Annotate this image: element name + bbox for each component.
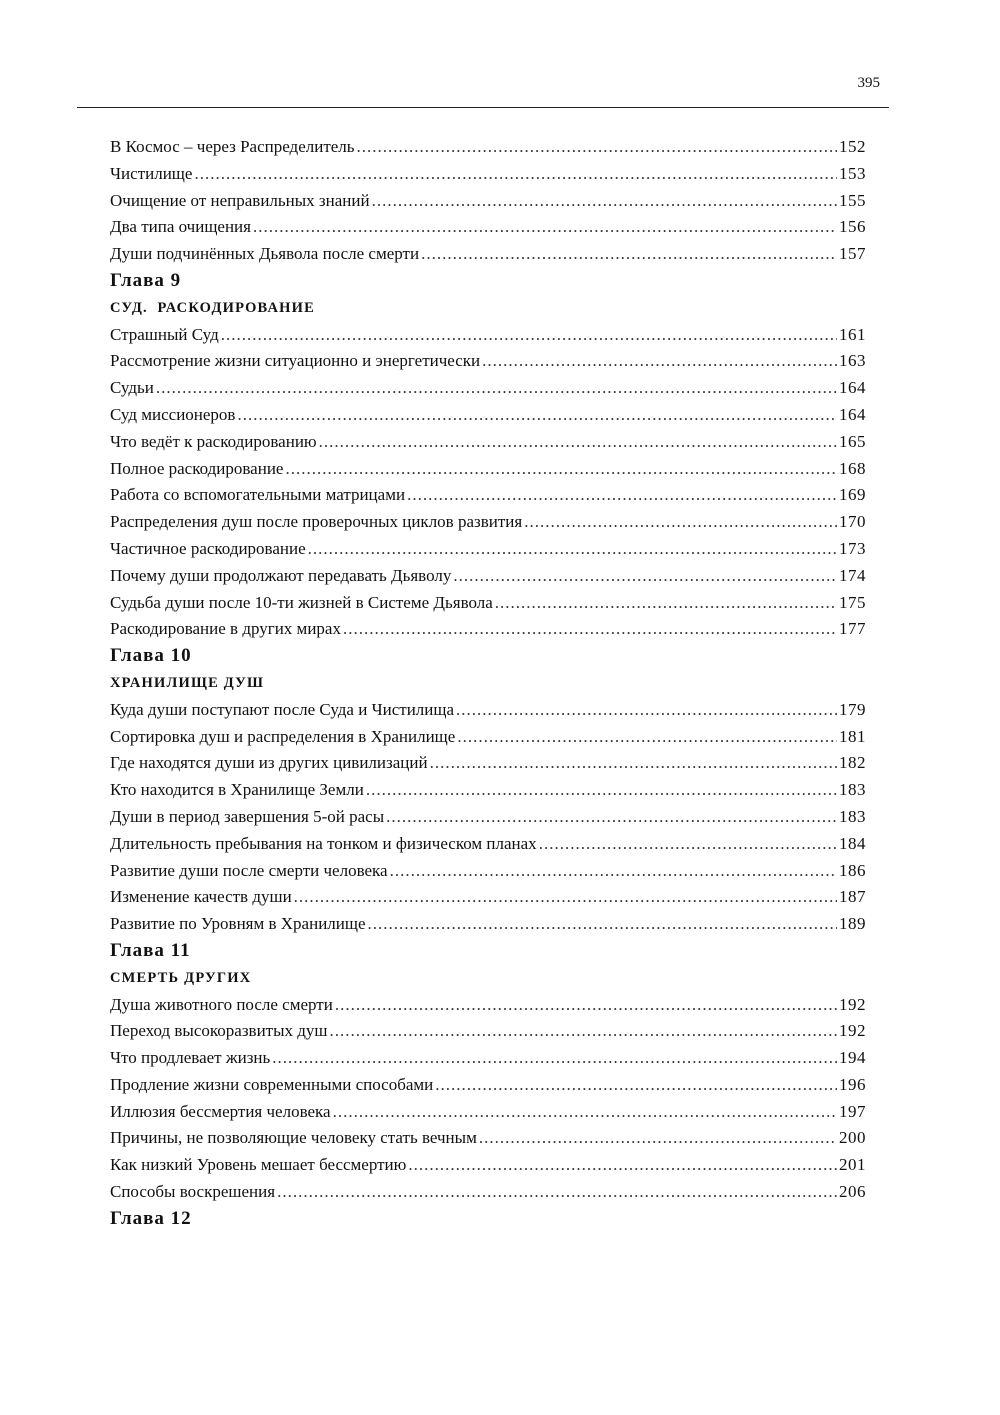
toc-entry-title: Судьи [110, 378, 154, 398]
toc-entry[interactable] [110, 1152, 866, 1179]
toc-entry-title: Чистилище [110, 163, 193, 183]
toc-entry-title: Душа животного после смерти [110, 994, 333, 1014]
toc-entry-page: 163 [839, 351, 866, 371]
toc-entry[interactable] [110, 375, 866, 402]
toc-entry-page: 152 [839, 137, 866, 156]
toc-entry[interactable] [110, 911, 866, 938]
dot-leader [221, 322, 837, 349]
toc-entry[interactable] [110, 188, 866, 215]
toc-entry-title: Суд миссионеров [110, 404, 236, 424]
toc-entry[interactable] [110, 536, 866, 563]
toc-entry-page: 182 [839, 753, 866, 773]
toc-entry-page: 189 [839, 914, 866, 934]
toc-entry[interactable] [110, 241, 866, 268]
chapter-heading: Глава 12 [110, 1207, 192, 1229]
toc-entry-title: В Космос – через Распределитель [110, 137, 355, 156]
page-number: 395 [857, 75, 880, 91]
toc-entry-title: Что продлевает жизнь [110, 1048, 271, 1068]
toc-entry-page: 170 [839, 512, 866, 532]
toc-entry-title: Страшный Суд [110, 324, 219, 344]
toc-entry-title: Развитие души после смерти человека [110, 860, 388, 880]
toc-entry[interactable] [110, 348, 866, 375]
dot-leader [253, 214, 837, 241]
dot-leader [237, 402, 837, 429]
toc-entry-title: Как низкий Уровень мешает бессмертию [110, 1155, 407, 1175]
toc-entry[interactable] [110, 616, 866, 643]
toc-entry-title: Где находятся души из других цивилизаций [110, 753, 428, 773]
dot-leader [390, 858, 837, 885]
toc-entry[interactable] [110, 777, 866, 804]
toc-entry-title: Длительность пребывания на тонком и физическом планах [110, 833, 537, 853]
toc-entry[interactable] [110, 161, 866, 188]
toc-entry[interactable] [110, 831, 866, 858]
toc-entry-page: 183 [839, 780, 866, 800]
toc-entry[interactable] [110, 858, 866, 885]
toc-entry-title: Раскодирование в других мирах [110, 619, 341, 639]
toc-entry[interactable] [110, 804, 866, 831]
toc-entry-page: 206 [839, 1182, 866, 1202]
dot-leader [343, 616, 837, 643]
dot-leader [357, 134, 837, 161]
dot-leader [294, 884, 837, 911]
dot-leader [456, 697, 837, 724]
toc-entry[interactable] [110, 563, 866, 590]
toc-entry-title: Причины, не позволяющие человеку стать вечным [110, 1128, 477, 1148]
dot-leader [495, 590, 837, 617]
toc-entry[interactable] [110, 750, 866, 777]
toc-entry-title: Частичное раскодирование [110, 538, 306, 558]
toc-entry-title: Что ведёт к раскодированию [110, 431, 317, 451]
toc-entry[interactable] [110, 134, 866, 161]
toc-entry-page: 201 [839, 1155, 866, 1175]
toc-entry[interactable] [110, 402, 866, 429]
toc-entry-title: Развитие по Уровням в Хранилище [110, 914, 366, 934]
dot-leader [524, 509, 837, 536]
chapter-heading: Глава 10 [110, 645, 192, 667]
dot-leader [482, 348, 837, 375]
toc-entry[interactable] [110, 456, 866, 483]
toc-entry-page: 186 [839, 860, 866, 880]
dot-leader [479, 1125, 837, 1152]
toc-entry-page: 196 [839, 1074, 866, 1094]
toc-entry-title: Способы воскрешения [110, 1182, 276, 1202]
toc-entry-page: 156 [839, 217, 866, 237]
toc-entry-title: Почему души продолжают передавать Дьяволу [110, 565, 452, 585]
toc-entry-page: 179 [839, 699, 866, 719]
dot-leader [194, 161, 837, 188]
chapter-heading: Глава 11 [110, 939, 191, 961]
toc-entry-title: Судьба души после 10-ти жизней в Системе Дьявола [110, 592, 493, 612]
header-rule [77, 107, 889, 108]
dot-leader [333, 1099, 837, 1126]
toc-entry[interactable] [110, 1045, 866, 1072]
chapter-title: СМЕРТЬ ДРУГИХ [110, 969, 252, 986]
dot-leader [435, 1072, 837, 1099]
toc-entry-title: Души в период завершения 5-ой расы [110, 806, 385, 826]
toc-entry[interactable] [110, 1072, 866, 1099]
toc-entry-page: 164 [839, 404, 866, 424]
toc-entry-title: Распределения душ после проверочных циклов развития [110, 512, 523, 532]
toc-entry-page: 197 [839, 1101, 866, 1121]
dot-leader [156, 375, 837, 402]
chapter-title: ХРАНИЛИЩЕ ДУШ [110, 674, 265, 691]
toc-entry-page: 194 [839, 1048, 866, 1068]
toc-entry-page: 161 [839, 324, 866, 344]
toc-entry-title: Изменение качеств души [110, 887, 292, 907]
toc-entry[interactable] [110, 590, 866, 617]
toc-entry-page: 174 [839, 565, 866, 585]
toc-entry[interactable] [110, 429, 866, 456]
toc-entry[interactable] [110, 482, 866, 509]
dot-leader [457, 724, 837, 751]
dot-leader [421, 241, 837, 268]
chapter-heading: Глава 9 [110, 269, 182, 291]
dot-leader [277, 1179, 837, 1206]
toc-entry-page: 157 [839, 244, 866, 264]
toc-entry-title: Иллюзия бессмертия человека [110, 1101, 331, 1121]
dot-leader [408, 1152, 837, 1179]
toc-entry[interactable] [110, 509, 866, 536]
dot-leader [407, 482, 837, 509]
toc-entry-title: Работа со вспомогательными матрицами [110, 485, 406, 505]
toc-entry[interactable] [110, 322, 866, 349]
toc-entry-page: 192 [839, 1021, 866, 1041]
toc-entry-title: Два типа очищения [110, 217, 251, 237]
dot-leader [372, 188, 837, 215]
toc-entry[interactable] [110, 884, 866, 911]
toc-entry-title: Кто находится в Хранилище Земли [110, 780, 364, 800]
toc-entry[interactable] [110, 1099, 866, 1126]
toc-entry-title: Сортировка душ и распределения в Хранилище [110, 726, 456, 746]
toc-entry[interactable] [110, 724, 866, 751]
toc-entry[interactable] [110, 697, 866, 724]
dot-leader [539, 831, 837, 858]
toc-entry-page: 187 [839, 887, 866, 907]
toc-entry-page: 200 [839, 1128, 866, 1148]
dot-leader [386, 804, 837, 831]
toc-entry-title: Куда души поступают после Суда и Чистилища [110, 699, 455, 719]
toc-entry[interactable] [110, 214, 866, 241]
table-of-contents [110, 134, 866, 1233]
toc-entry-page: 164 [839, 378, 866, 398]
toc-entry-title: Переход высокоразвитых душ [110, 1021, 328, 1041]
toc-entry-page: 177 [839, 619, 866, 639]
dot-leader [368, 911, 837, 938]
dot-leader [430, 750, 837, 777]
toc-entry-title: Очищение от неправильных знаний [110, 190, 370, 210]
dot-leader [272, 1045, 837, 1072]
toc-entry-page: 168 [839, 458, 866, 478]
dot-leader [319, 429, 837, 456]
toc-entry[interactable] [110, 1179, 866, 1206]
toc-entry[interactable] [110, 1018, 866, 1045]
dot-leader [285, 456, 837, 483]
toc-entry-title: Рассмотрение жизни ситуационно и энергетически [110, 351, 481, 371]
toc-entry-page: 165 [839, 431, 866, 451]
toc-entry-page: 153 [839, 163, 866, 183]
dot-leader [308, 536, 837, 563]
dot-leader [330, 1018, 837, 1045]
toc-entry-page: 173 [839, 538, 866, 558]
toc-entry-title: Души подчинённых Дьявола после смерти [110, 244, 420, 264]
toc-entry-page: 181 [839, 726, 866, 746]
dot-leader [453, 563, 837, 590]
toc-entry-page: 192 [839, 994, 866, 1014]
chapter-title: СУД. РАСКОДИРОВАНИЕ [110, 299, 316, 316]
toc-entry-page: 155 [839, 190, 866, 210]
dot-leader [366, 777, 837, 804]
toc-entry-page: 175 [839, 592, 866, 612]
toc-entry[interactable] [110, 1125, 866, 1152]
toc-entry-page: 183 [839, 806, 866, 826]
toc-entry[interactable] [110, 992, 866, 1019]
toc-entry-page: 184 [839, 833, 866, 853]
toc-entry-page: 169 [839, 485, 866, 505]
toc-entry-title: Полное раскодирование [110, 458, 284, 478]
dot-leader [335, 992, 837, 1019]
toc-entry-title: Продление жизни современными способами [110, 1074, 434, 1094]
